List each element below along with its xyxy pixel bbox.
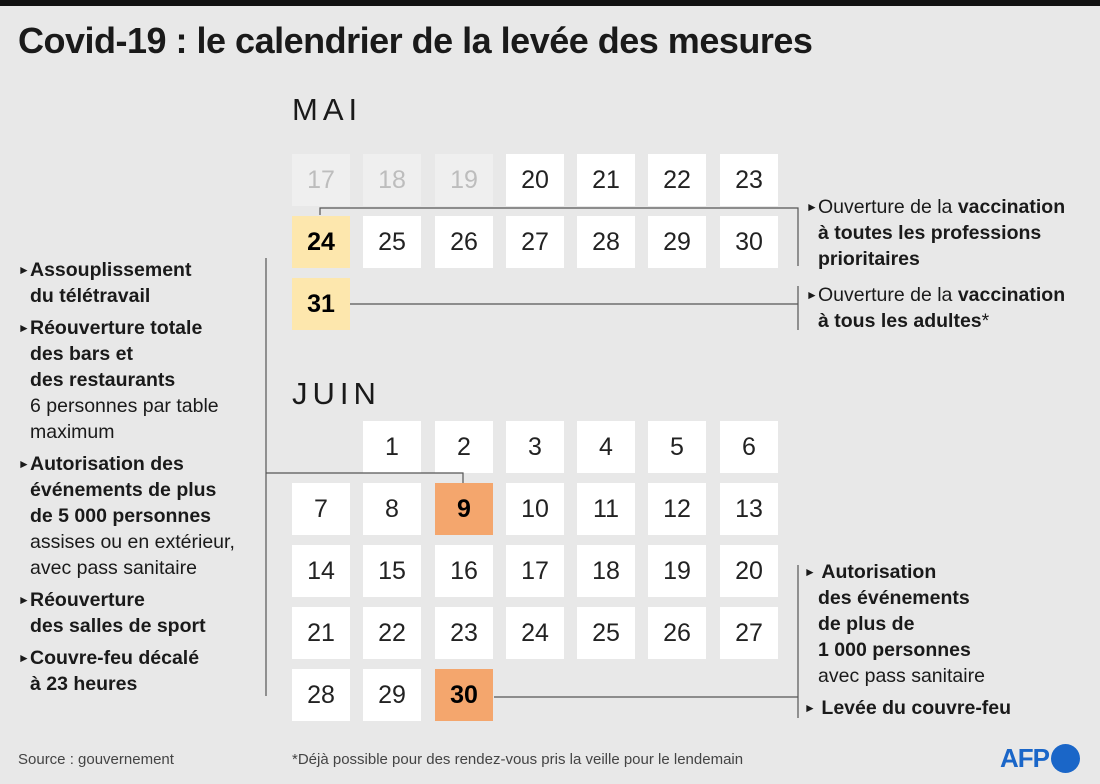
june-day-cell: 23 <box>435 607 493 659</box>
note-may31-pre: Ouverture de la <box>818 284 958 306</box>
connector-may31 <box>350 286 798 330</box>
note-may24 <box>806 194 1065 272</box>
june-day-cell: 18 <box>577 545 635 597</box>
afp-logo <box>1000 742 1080 774</box>
may-day-cell: 21 <box>577 154 635 206</box>
june-day-cell: 25 <box>577 607 635 659</box>
note-june30 <box>804 559 1011 721</box>
measure-title-line: des salles de sport <box>30 615 206 637</box>
june-day-cell: 12 <box>648 483 706 535</box>
june-day-cell: 19 <box>648 545 706 597</box>
measure-title-line: événements de plus <box>30 479 217 501</box>
june-day-cell: 20 <box>720 545 778 597</box>
arrow-icon: ► <box>804 565 816 579</box>
june-day-cell: 17 <box>506 545 564 597</box>
measure-item <box>18 257 258 309</box>
measure-title-line: des bars et <box>30 343 133 365</box>
note-may24-pre: Ouverture de la <box>818 196 958 218</box>
arrow-icon: ► <box>806 288 818 302</box>
note-june30-item2: Levée du couvre-feu <box>821 697 1012 719</box>
june-day-cell: 29 <box>363 669 421 721</box>
month-label-june: JUIN <box>292 376 381 411</box>
may-day-cell: 30 <box>720 216 778 268</box>
may-day-cell: 23 <box>720 154 778 206</box>
june-day-cell: 22 <box>363 607 421 659</box>
june-day-cell: 3 <box>506 421 564 473</box>
june-day-cell: 10 <box>506 483 564 535</box>
arrow-icon: ► <box>18 651 30 665</box>
june-day-cell: 11 <box>577 483 635 535</box>
note-may31-line2: à tous les adultes <box>818 310 982 332</box>
june-day-cell: 30 <box>435 669 493 721</box>
june-day-cell: 15 <box>363 545 421 597</box>
june9-measures-list <box>18 257 258 703</box>
june-day-cell: 16 <box>435 545 493 597</box>
footnote-star: * <box>981 310 990 332</box>
note-june30-l2: des événements <box>818 587 970 609</box>
may-day-cell: 24 <box>292 216 350 268</box>
note-june30-l4: 1 000 personnes <box>818 639 971 661</box>
arrow-icon: ► <box>18 321 30 335</box>
june-day-cell: 4 <box>577 421 635 473</box>
arrow-icon: ► <box>804 701 816 715</box>
month-label-may: MAI <box>292 92 363 127</box>
measure-title-line: à 23 heures <box>30 673 138 695</box>
measure-detail-line: avec pass sanitaire <box>30 557 197 579</box>
june-day-cell: 8 <box>363 483 421 535</box>
note-may24-bold: vaccination <box>957 196 1066 218</box>
connector-june30 <box>494 565 798 718</box>
may-day-cell: 31 <box>292 278 350 330</box>
page-title: Covid-19 : le calendrier de la levée des mesures <box>18 20 813 61</box>
june-day-cell: 24 <box>506 607 564 659</box>
june-day-cell: 9 <box>435 483 493 535</box>
note-may31-bold: vaccination <box>957 284 1066 306</box>
may-day-cell: 19 <box>435 154 493 206</box>
may-day-cell: 28 <box>577 216 635 268</box>
source-credit: Source : gouvernement <box>18 751 174 768</box>
footnote: *Déjà possible pour des rendez-vous pris la veille pour le lendemain <box>292 751 744 768</box>
june-day-cell: 1 <box>363 421 421 473</box>
june-day-cell: 14 <box>292 545 350 597</box>
june-day-cell: 28 <box>292 669 350 721</box>
arrow-icon: ► <box>806 200 818 214</box>
may-day-cell: 17 <box>292 154 350 206</box>
may-day-cell: 27 <box>506 216 564 268</box>
measure-title-line: des restaurants <box>30 369 176 391</box>
june-day-cell: 21 <box>292 607 350 659</box>
june-day-cell: 6 <box>720 421 778 473</box>
measure-title-line: Réouverture totale <box>30 317 203 339</box>
may-day-cell: 29 <box>648 216 706 268</box>
note-june30-l1: Autorisation <box>821 561 937 583</box>
afp-logo-dot-icon <box>1051 744 1080 773</box>
june-day-cell: 7 <box>292 483 350 535</box>
measure-title-line: Réouverture <box>30 589 145 611</box>
connector-may24 <box>320 208 798 266</box>
may-day-cell: 25 <box>363 216 421 268</box>
june-day-cell: 27 <box>720 607 778 659</box>
arrow-icon: ► <box>18 263 30 277</box>
measure-title-line: Assouplissement <box>30 259 192 281</box>
measure-item <box>18 645 258 697</box>
note-may24-line2: à toutes les professions <box>818 222 1042 244</box>
measure-title-line: de 5 000 personnes <box>30 505 212 527</box>
measure-title-line: Couvre-feu décalé <box>30 647 200 669</box>
measure-detail-line: assises ou en extérieur, <box>30 531 235 553</box>
measure-item <box>18 451 258 581</box>
note-may24-line3: prioritaires <box>818 248 920 270</box>
measure-item <box>18 587 258 639</box>
june-day-cell: 2 <box>435 421 493 473</box>
may-day-cell: 18 <box>363 154 421 206</box>
note-june30-l3: de plus de <box>818 613 915 635</box>
note-june30-l5: avec pass sanitaire <box>818 665 985 687</box>
measure-item <box>18 315 258 445</box>
arrow-icon: ► <box>18 457 30 471</box>
measure-title-line: du télétravail <box>30 285 151 307</box>
june-day-cell: 5 <box>648 421 706 473</box>
june-day-cell: 26 <box>648 607 706 659</box>
measure-detail-line: maximum <box>30 421 115 443</box>
note-may31 <box>806 282 1065 334</box>
connector-june9 <box>266 258 463 696</box>
measure-detail-line: 6 personnes par table <box>30 395 219 417</box>
arrow-icon: ► <box>18 593 30 607</box>
may-day-cell: 20 <box>506 154 564 206</box>
may-day-cell: 22 <box>648 154 706 206</box>
afp-logo-text: AFP <box>1000 742 1049 773</box>
june-day-cell: 13 <box>720 483 778 535</box>
may-day-cell: 26 <box>435 216 493 268</box>
measure-title-line: Autorisation des <box>30 453 184 475</box>
